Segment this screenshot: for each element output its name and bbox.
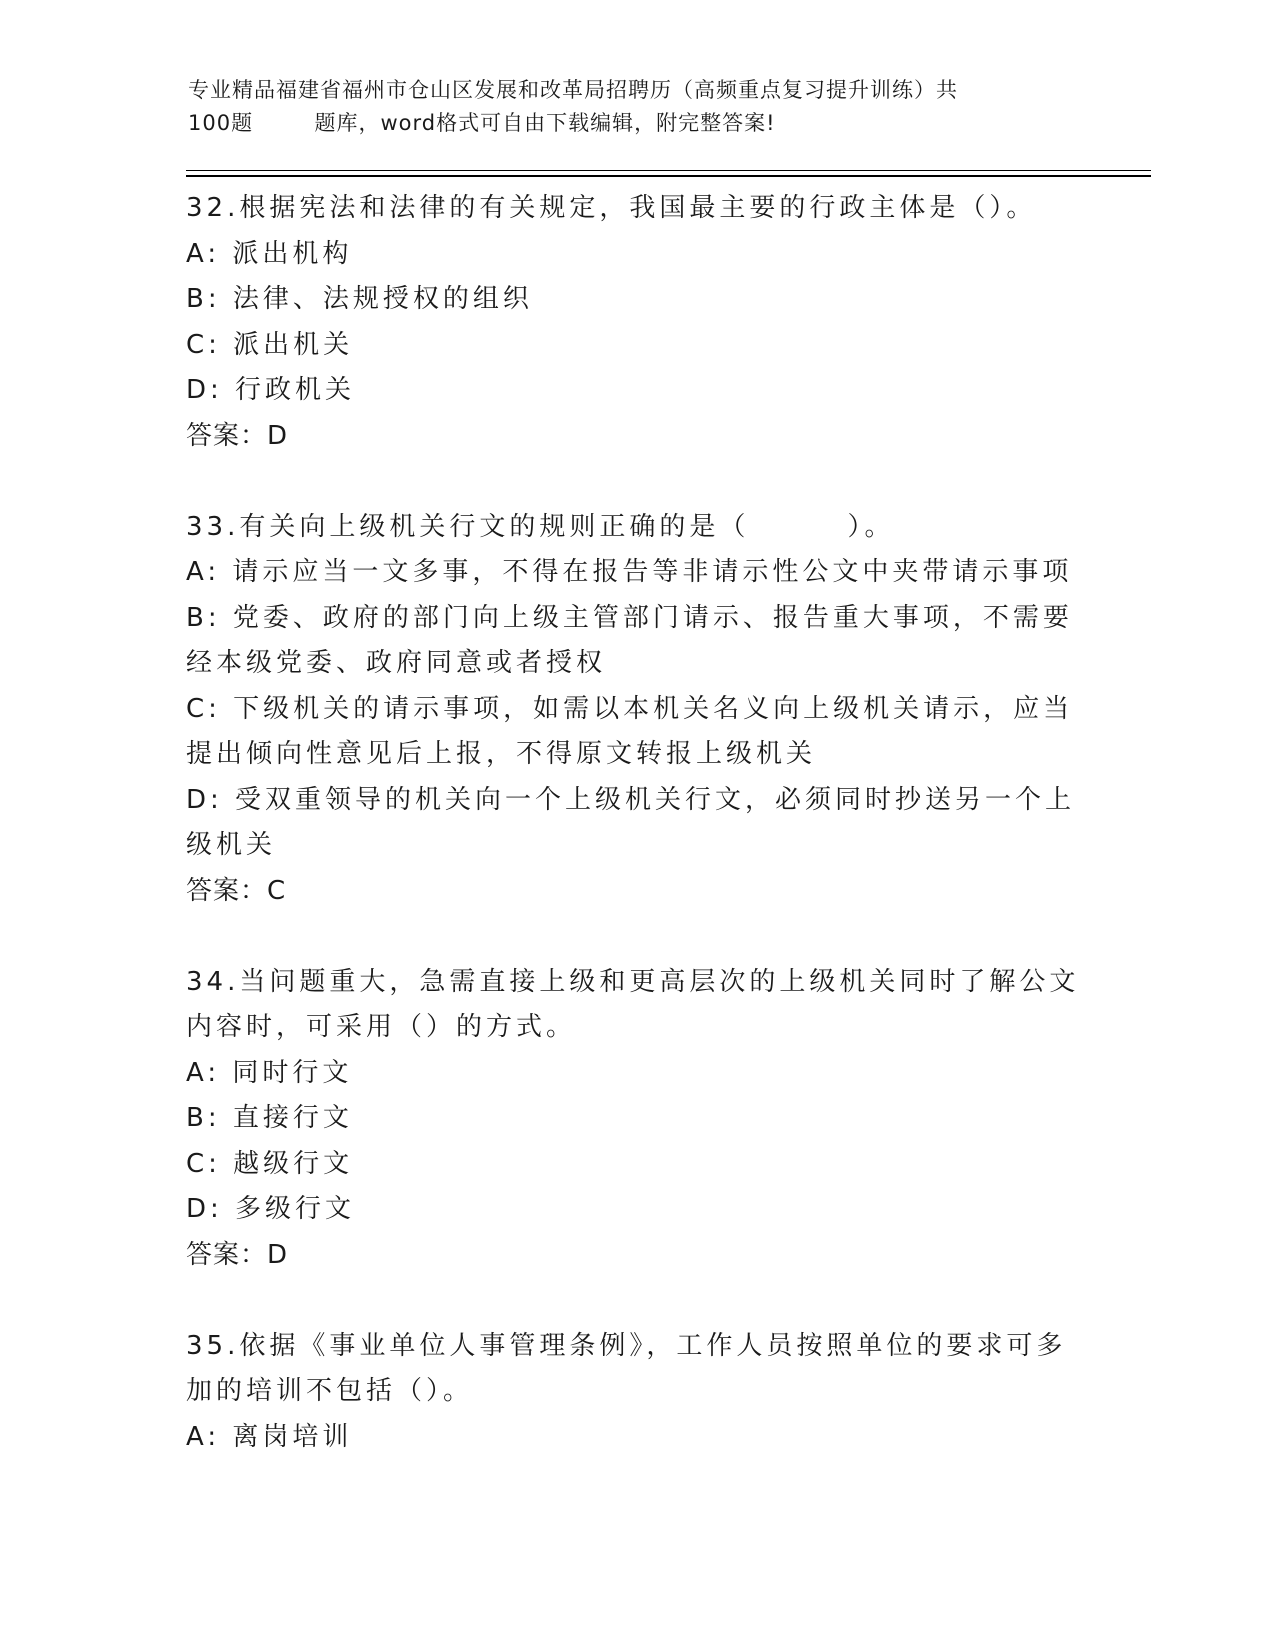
option-b: B: 法律、法规授权的组织 <box>186 284 533 314</box>
header-line-1: 专业精品福建省福州市仓山区发展和改革局招聘历（高频重点复习提升训练）共 <box>188 78 958 102</box>
header-rule-thick <box>186 175 1151 177</box>
question-34 <box>186 960 1086 1279</box>
option-d: D: 行政机关 <box>186 375 356 405</box>
option-d: D: 多级行文 <box>186 1194 356 1224</box>
answer-label: 答案：C <box>186 875 287 906</box>
answer-label: 答案：D <box>186 1239 289 1270</box>
option-a: A: 请示应当一文多事，不得在报告等非请示性公文中夹带请示事项 <box>186 557 1073 587</box>
question-spacer <box>186 1278 1086 1324</box>
option-a: A: 派出机构 <box>186 238 353 269</box>
question-33 <box>186 505 1086 915</box>
question-stem: 33.有关向上级机关行文的规则正确的是（ ）。 <box>186 511 895 542</box>
answer-label: 答案：D <box>186 420 289 451</box>
question-stem: 34.当问题重大，急需直接上级和更高层次的上级机关同时了解公文内容时，可采用（）的方式。 <box>186 966 1080 1042</box>
header-rule-thin <box>186 170 1151 171</box>
question-spacer <box>186 459 1086 505</box>
option-c: C: 越级行文 <box>186 1148 354 1179</box>
question-stem: 32.根据宪法和法律的有关规定，我国最主要的行政主体是（）。 <box>186 193 1037 223</box>
option-c: C: 下级机关的请示事项，如需以本机关名义向上级机关请示，应当提出倾向性意见后上报，不得原文转报上级机关 <box>186 693 1074 769</box>
question-list <box>186 186 1086 1460</box>
option-a: A: 离岗培训 <box>186 1421 353 1452</box>
option-b: B: 直接行文 <box>186 1103 353 1133</box>
question-35 <box>186 1324 1086 1461</box>
question-32 <box>186 186 1086 459</box>
header-line-2: 100题 题库，word格式可自由下载编辑，附完整答案! <box>188 111 776 135</box>
option-b: B: 党委、政府的部门向上级主管部门请示、报告重大事项，不需要经本级党委、政府同意或者授权 <box>186 602 1073 678</box>
option-a: A: 同时行文 <box>186 1057 353 1088</box>
option-c: C: 派出机关 <box>186 329 354 360</box>
option-d: D: 受双重领导的机关向一个上级机关行文，必须同时抄送另一个上级机关 <box>186 784 1076 860</box>
document-header <box>188 74 1068 140</box>
question-spacer <box>186 914 1086 960</box>
question-stem: 35.依据《事业单位人事管理条例》，工作人员按照单位的要求可多加的培训不包括（）。 <box>186 1330 1067 1406</box>
